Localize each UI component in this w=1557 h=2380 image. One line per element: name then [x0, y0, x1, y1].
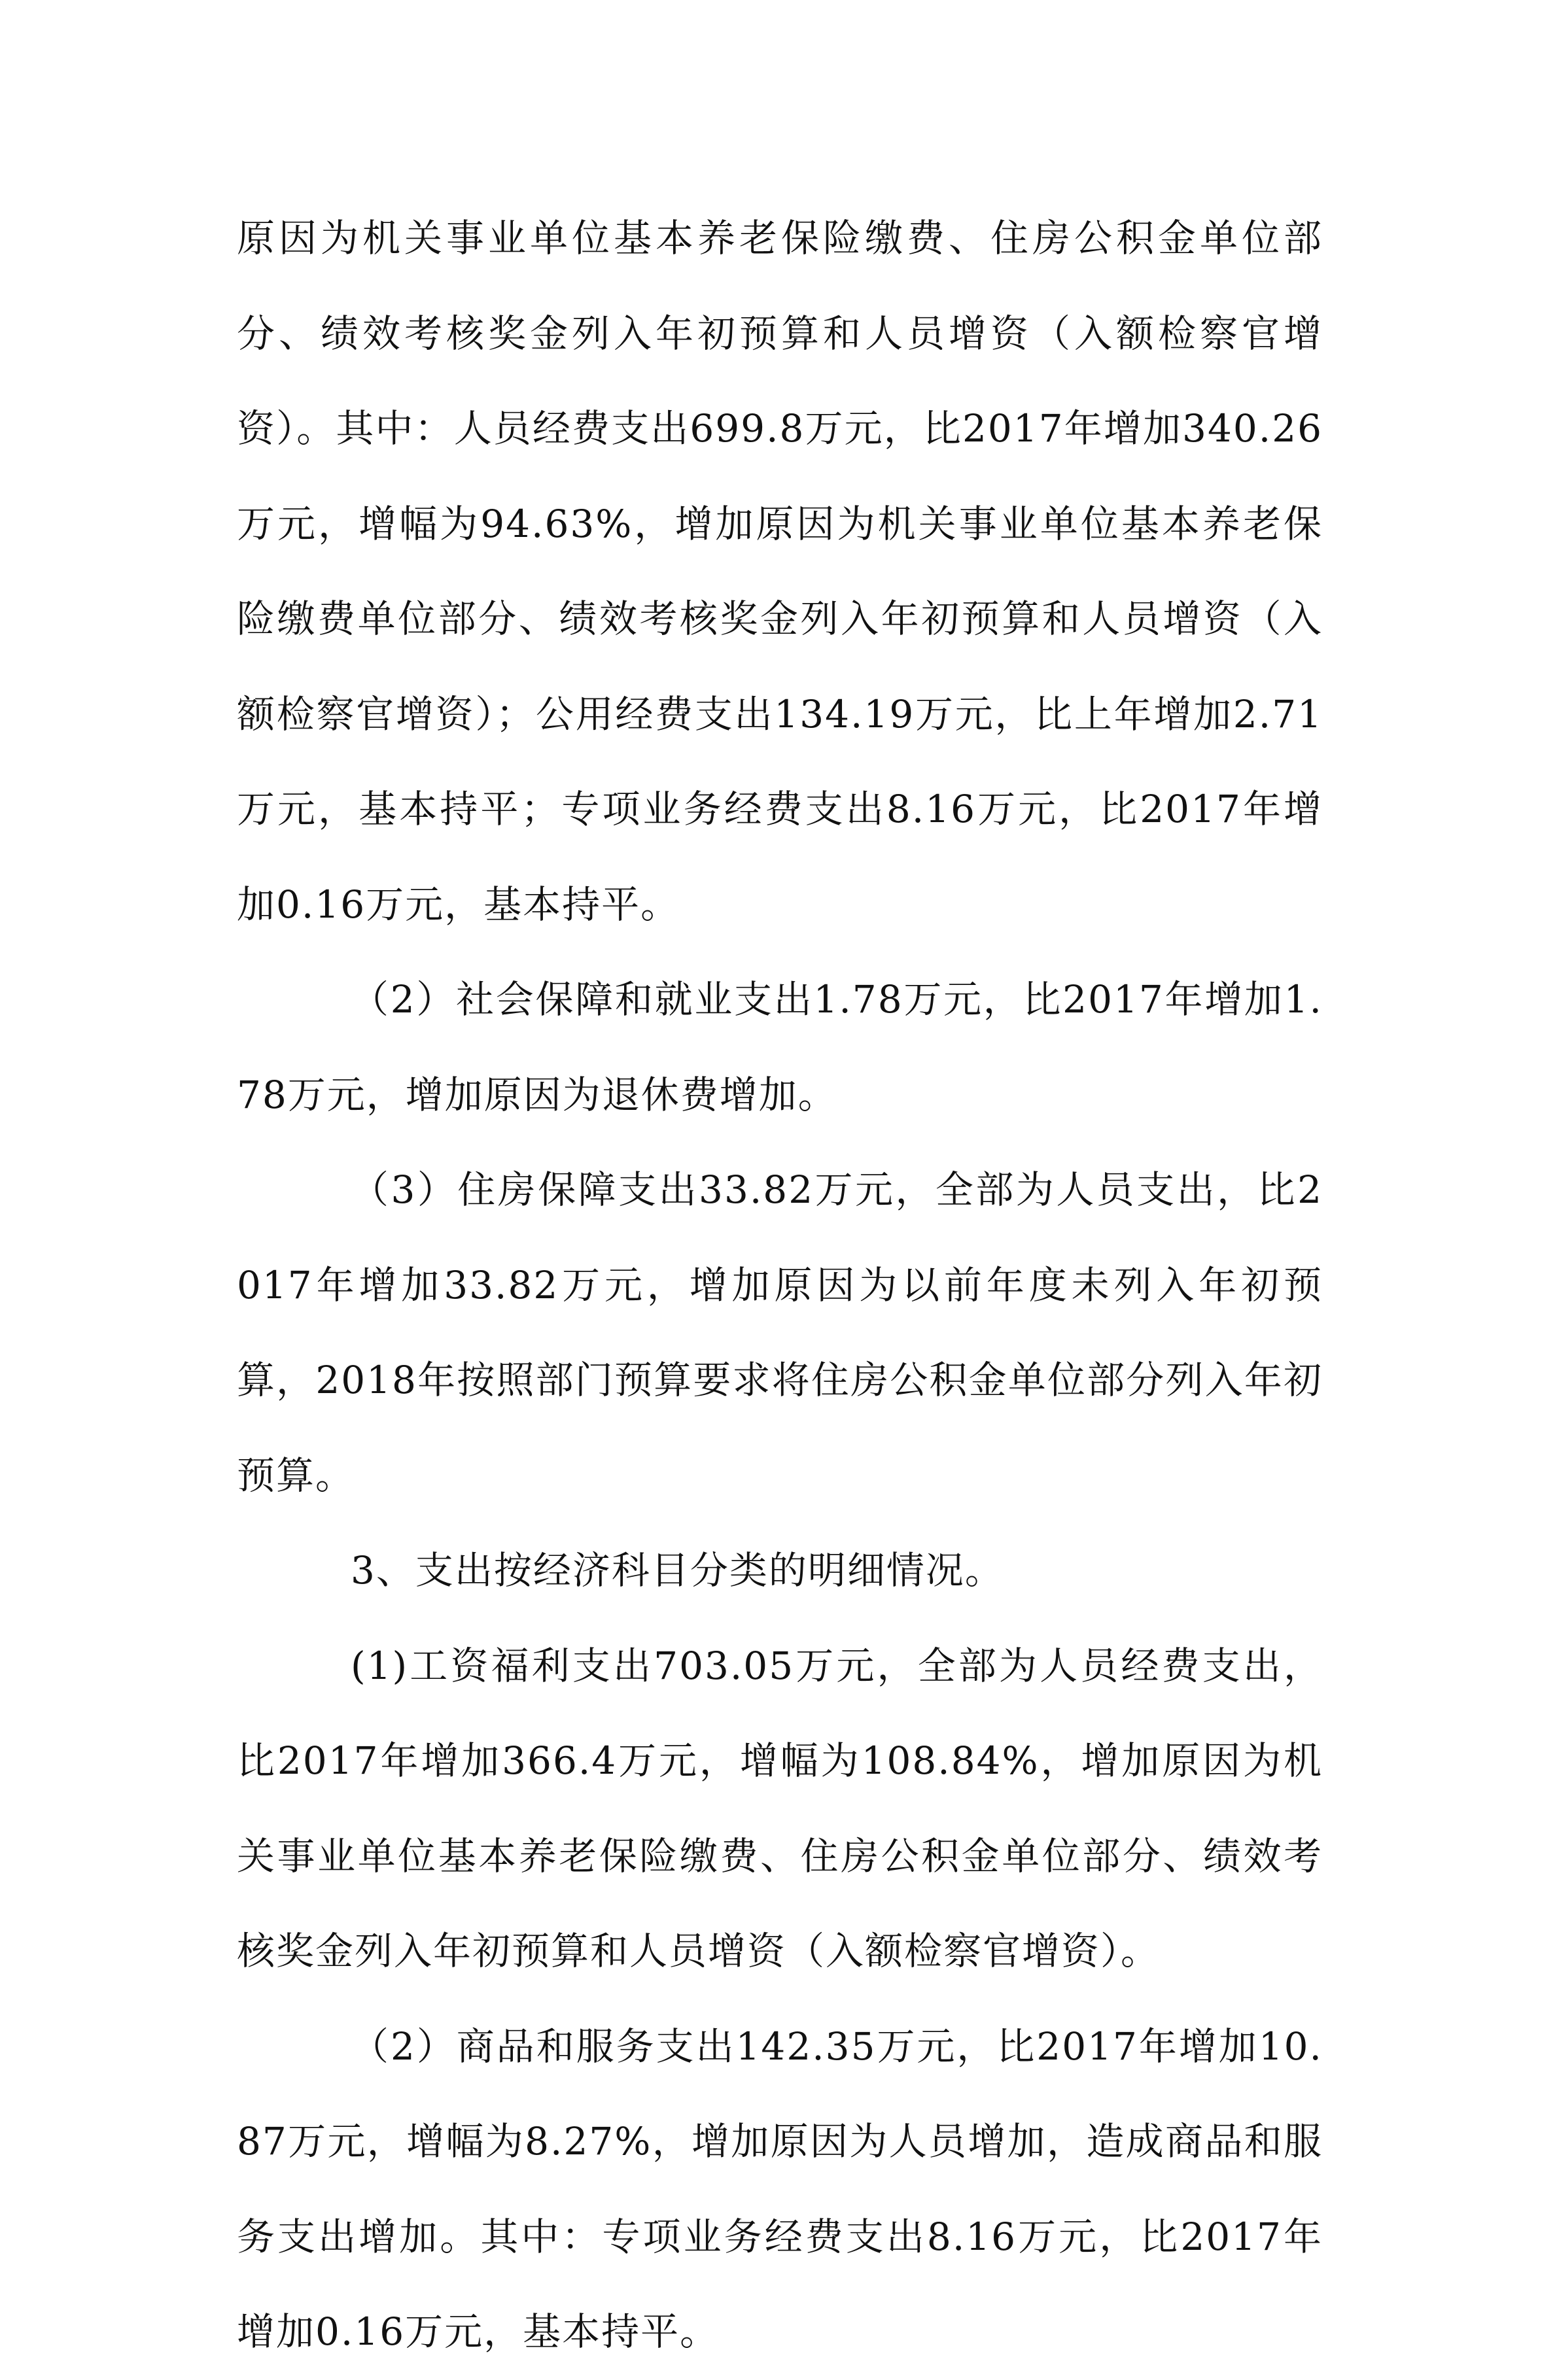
paragraph-wages-welfare: (1)工资福利支出703.05万元，全部为人员经费支出，比2017年增加366.4万元，增幅为108.84%，增加原因为机关事业单位基本养老保险缴费、住房公积金单位部分、绩效考核奖金列入年初预算和人员增资（入额检察官增资）。 [237, 1643, 1323, 1973]
paragraph-housing: （3）住房保障支出33.82万元，全部为人员支出，比2017年增加33.82万元，增加原因为以前年度未列入年初预算，2018年按照部门预算要求将住房公积金单位部分列入年初预算。 [237, 1167, 1323, 1498]
document-body [237, 191, 1323, 2380]
paragraph-continuation: 原因为机关事业单位基本养老保险缴费、住房公积金单位部分、绩效考核奖金列入年初预算和人员增资（入额检察官增资）。其中：人员经费支出699.8万元，比2017年增加340.26万元，增幅为94.63%，增加原因为机关事业单位基本养老保险缴费单位部分、绩效考核奖金列入年初预算和人员增资（入额检察官增资）；公用经费支出134.19万元，比上年增加2.71万元，基本持平；专项业务经费支出8.16万元，比2017年增加0.16万元，基本持平。 [237, 216, 1323, 927]
paragraph-goods-services: （2）商品和服务支出142.35万元，比2017年增加10.87万元，增幅为8.27%，增加原因为人员增加，造成商品和服务支出增加。其中：专项业务经费支出8.16万元，比2017年增加0.16万元，基本持平。 [237, 2024, 1323, 2354]
section-heading-economic-items: 3、支出按经济科目分类的明细情况。 [351, 1548, 1004, 1593]
paragraph-social-security: （2）社会保障和就业支出1.78万元，比2017年增加1.78万元，增加原因为退休费增加。 [237, 977, 1323, 1117]
